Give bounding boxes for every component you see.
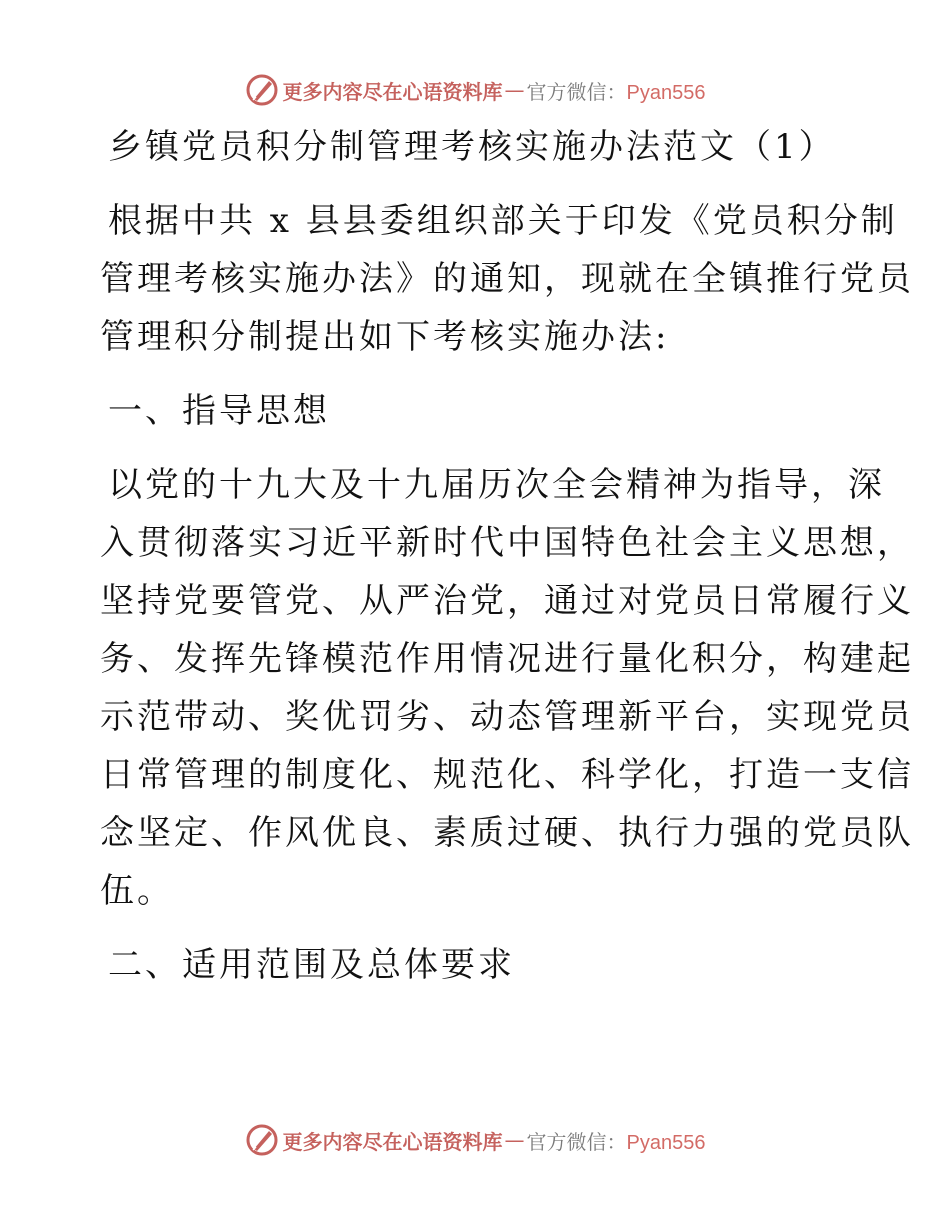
header-watermark: [0, 70, 950, 110]
watermark-left-text: 更多内容尽在心语资料库: [282, 1129, 503, 1154]
watermark-dash: —: [504, 1128, 525, 1152]
watermark-right-text: 官方微信：: [526, 79, 627, 104]
watermark-left-text: 更多内容尽在心语资料库: [282, 79, 503, 104]
section1-line-4: 务、发挥先锋模范作用情况进行量化积分，构建起: [100, 639, 914, 679]
section2-heading: 二、适用范围及总体要求: [108, 945, 515, 985]
document-title: 乡镇党员积分制管理考核实施办法范文（1）: [108, 127, 836, 167]
quill-logo-icon: [245, 73, 279, 107]
section1-line-8: 伍。: [100, 871, 174, 911]
watermark-handle: Pyan556: [626, 1131, 706, 1154]
intro-line-1: 根据中共 x 县县委组织部关于印发《党员积分制: [108, 201, 898, 241]
document-body: [100, 118, 914, 994]
intro-line-3: 管理积分制提出如下考核实施办法:: [100, 317, 670, 357]
section1-line-6: 日常管理的制度化、规范化、科学化，打造一支信: [100, 755, 914, 795]
section1-line-5: 示范带动、奖优罚劣、动态管理新平台，实现党员: [100, 697, 914, 737]
section1-line-7: 念坚定、作风优良、素质过硬、执行力强的党员队: [100, 813, 914, 853]
section1-heading: 一、指导思想: [108, 391, 330, 431]
watermark-right: [527, 1126, 706, 1155]
watermark-dash: —: [504, 78, 525, 102]
footer-watermark: [0, 1120, 950, 1160]
section1-line-2: 入贯彻落实习近平新时代中国特色社会主义思想，: [100, 523, 914, 563]
watermark-handle: Pyan556: [626, 81, 706, 104]
intro-line-2: 管理考核实施办法》的通知，现就在全镇推行党员: [100, 259, 914, 299]
section1-line-3: 坚持党要管党、从严治党，通过对党员日常履行义: [100, 581, 914, 621]
section1-line-1: 以党的十九大及十九届历次全会精神为指导，深: [108, 465, 885, 505]
watermark-right: [527, 76, 706, 105]
quill-logo-icon: [245, 1123, 279, 1157]
watermark-right-text: 官方微信：: [526, 1129, 627, 1154]
